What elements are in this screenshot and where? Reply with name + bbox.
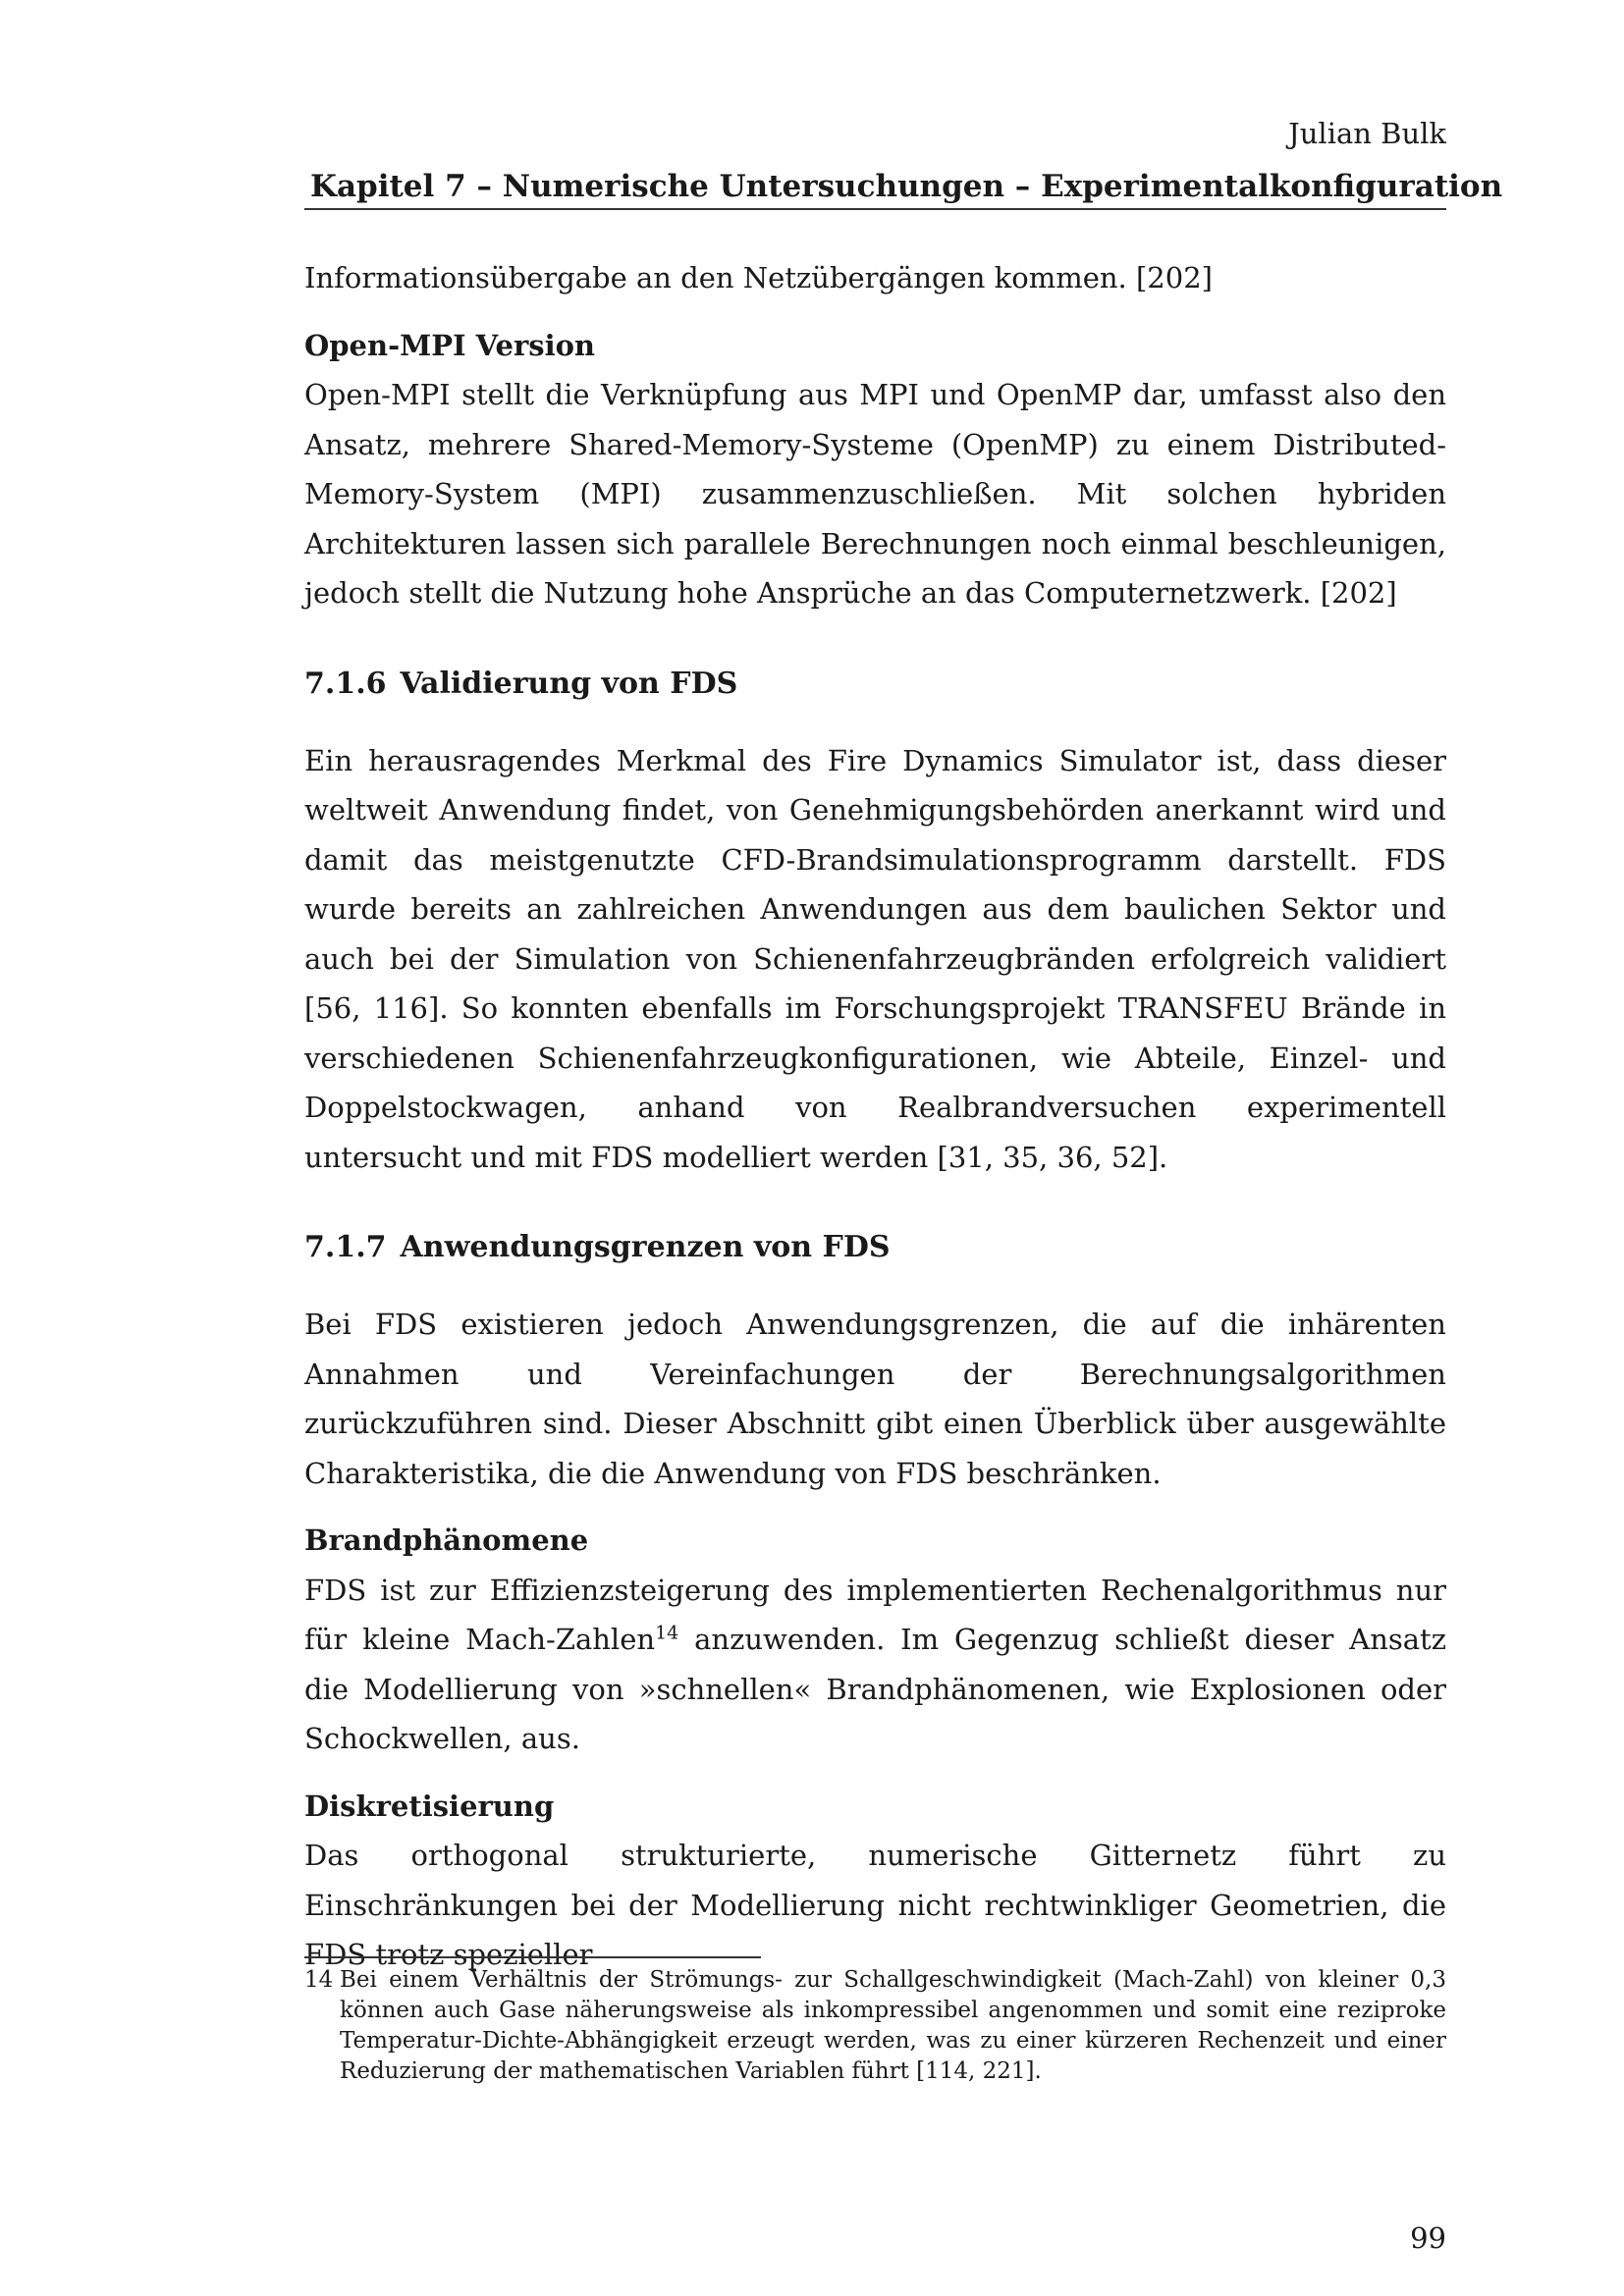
header-rule: [304, 208, 1446, 210]
section-number: 7.1.6: [304, 666, 387, 701]
validation-paragraph: Ein herausragendes Merkmal des Fire Dynamics Simulator ist, dass dieser weltweit Anwendung findet, von Genehmigungsbehörden anerkannt wird und damit das meistgenutzte CFD-Brandsimulationsprogramm darstellt. FDS wurde bereits an zahlreichen Anwendungen aus dem baulichen Sektor und auch bei der Simulation von Schienenfahrzeugbränden erfolgreich validiert [56, 116]. So konnten ebenfalls im Forschungsprojekt TRANSFEU Brände in verschiedenen Schienenfahrzeugkonfigurationen, wie Abteile, Einzel- und Doppelstockwagen, anhand von Realbrandversuchen experimentell untersucht und mit FDS modelliert werden [31, 35, 36, 52].: [304, 743, 1446, 1174]
footnote-text: Bei einem Verhältnis der Strömungs- zur Schallgeschwindigkeit (Mach-Zahl) von kleiner 0,3 können auch Gase näherungsweise als inkompressibel angenommen und somit eine reziproke Temperatur-Dichte-Abhängigkeit erzeugt werden, was zu einer kürzeren Rechenzeit und einer Reduzierung der mathematischen Variablen führt [114, 221].: [340, 1967, 1446, 2084]
document-page: [304, 0, 1503, 2296]
footnote: [304, 1965, 1446, 2087]
footnote-reference[interactable]: 14: [655, 1622, 679, 1644]
running-header-author: Julian Bulk: [1288, 117, 1446, 150]
section-heading-7-1-7: [304, 1223, 1446, 1272]
footnote-mark: 14: [304, 1967, 334, 1993]
body-text: [304, 253, 1446, 1980]
open-mpi-heading: Open-MPI Version: [304, 328, 596, 362]
page-number: 99: [1410, 2221, 1446, 2255]
limits-paragraph: Bei FDS existieren jedoch Anwendungsgrenzen, die auf die inhärenten Annahmen und Vereinfachungen der Berechnungsalgorithmen zurückzuführen sind. Dieser Abschnitt gibt einen Überblick über ausgewählte Charakteristika, die die Anwendung von FDS beschränken.: [304, 1308, 1446, 1490]
brandphaenomene-text-before: FDS ist zur Effizienzsteigerung des implementierten Rechenalgorithmus nur für kleine Mach-Zahlen: [304, 1573, 1446, 1656]
open-mpi-paragraph: Open-MPI stellt die Verknüpfung aus MPI und OpenMP dar, umfasst also den Ansatz, mehrere Shared-Memory-Systeme (OpenMP) zu einem Distributed-Memory-System (MPI) zusammenzuschließen. Mit solchen hybriden Architekturen lassen sich parallele Berechnungen noch einmal beschleunigen, jedoch stellt die Nutzung hohe Ansprüche an das Computernetzwerk. [202]: [304, 378, 1446, 610]
footnote-rule: [304, 1956, 761, 1958]
brandphaenomene-paragraph: [304, 1566, 1446, 1764]
section-title: Anwendungsgrenzen von FDS: [400, 1230, 891, 1264]
brandphaenomene-heading: Brandphänomene: [304, 1523, 589, 1557]
running-header-chapter-title: Kapitel 7 – Numerische Untersuchungen – Experimentalkonfiguration: [310, 169, 1503, 204]
diskretisierung-heading: Diskretisierung: [304, 1789, 555, 1823]
intro-continuation-paragraph: Informationsübergabe an den Netzübergängen kommen. [202]: [304, 261, 1213, 294]
brandphaenomene-text-after: anzuwenden. Im Gegenzug schließt dieser Ansatz die Modellierung von »schnellen« Brandphänomenen, wie Explosionen oder Schockwellen, aus.: [304, 1623, 1446, 1755]
section-title: Validierung von FDS: [400, 666, 738, 701]
diskretisierung-paragraph: Das orthogonal strukturierte, numerische Gitternetz führt zu Einschränkungen bei der Modellierung nicht rechtwinkliger Geometrien, die FDS trotz spezieller: [304, 1839, 1446, 1971]
section-number: 7.1.7: [304, 1230, 387, 1264]
section-heading-7-1-6: [304, 660, 1446, 709]
